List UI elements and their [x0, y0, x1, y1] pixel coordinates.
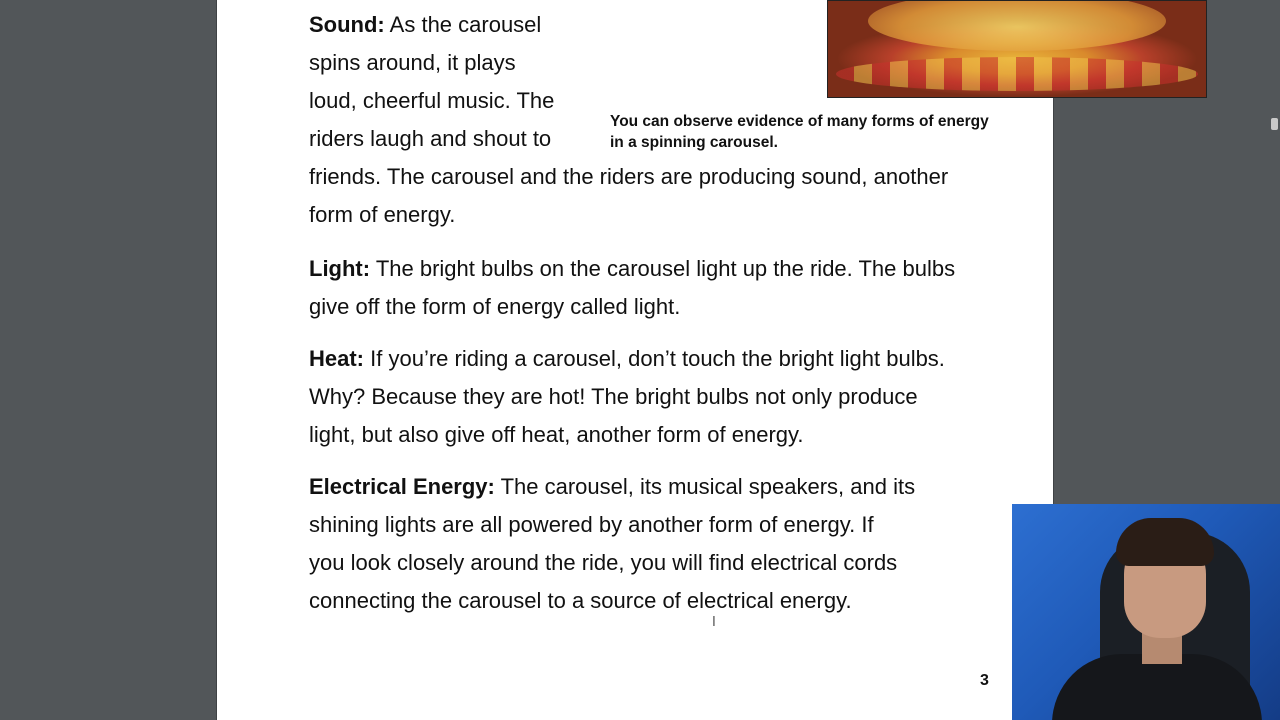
heat-line-1: Heat: If you’re riding a carousel, don’t touch the bright light bulbs.	[309, 346, 945, 371]
paragraph-electrical	[309, 468, 915, 620]
electrical-line-3: you look closely around the ride, you will find electrical cords	[309, 550, 898, 575]
sound-line-1: Sound: As the carousel	[309, 12, 542, 37]
paragraph-heat	[309, 340, 945, 454]
light-line-2: give off the form of energy called light.	[309, 294, 681, 319]
sound-line-6: form of energy.	[309, 202, 456, 227]
heat-line-2: Why? Because they are hot! The bright bulbs not only produce	[309, 384, 918, 409]
sound-line-5: friends. The carousel and the riders are producing sound, another	[309, 164, 949, 189]
heat-term: Heat:	[309, 346, 365, 371]
photo-caption: You can observe evidence of many forms of energy in a spinning carousel.	[610, 113, 989, 151]
scrollbar-thumb[interactable]	[1271, 118, 1278, 130]
paragraph-sound	[309, 6, 948, 234]
webcam-presenter-hair	[1116, 518, 1214, 566]
sound-line-2: spins around, it plays	[309, 50, 516, 75]
electrical-term: Electrical Energy:	[309, 474, 495, 499]
sound-line-4: riders laugh and shout to	[309, 126, 552, 151]
electrical-line-4: connecting the carousel to a source of electrical energy.	[309, 588, 852, 613]
paragraph-light	[309, 250, 955, 326]
presenter-webcam	[1012, 504, 1280, 720]
sound-term: Sound:	[309, 12, 385, 37]
sound-line-3: loud, cheerful music. The	[309, 88, 555, 113]
electrical-line-2: shining lights are all powered by another form of energy. If	[309, 512, 874, 537]
electrical-line-1: Electrical Energy: The carousel, its musical speakers, and its	[309, 474, 916, 499]
light-term: Light:	[309, 256, 371, 281]
heat-line-3: light, but also give off heat, another form of energy.	[309, 422, 804, 447]
text-cursor-icon: I	[712, 615, 716, 630]
page-number: 3	[980, 672, 989, 689]
light-line-1: Light: The bright bulbs on the carousel light up the ride. The bulbs	[309, 256, 956, 281]
